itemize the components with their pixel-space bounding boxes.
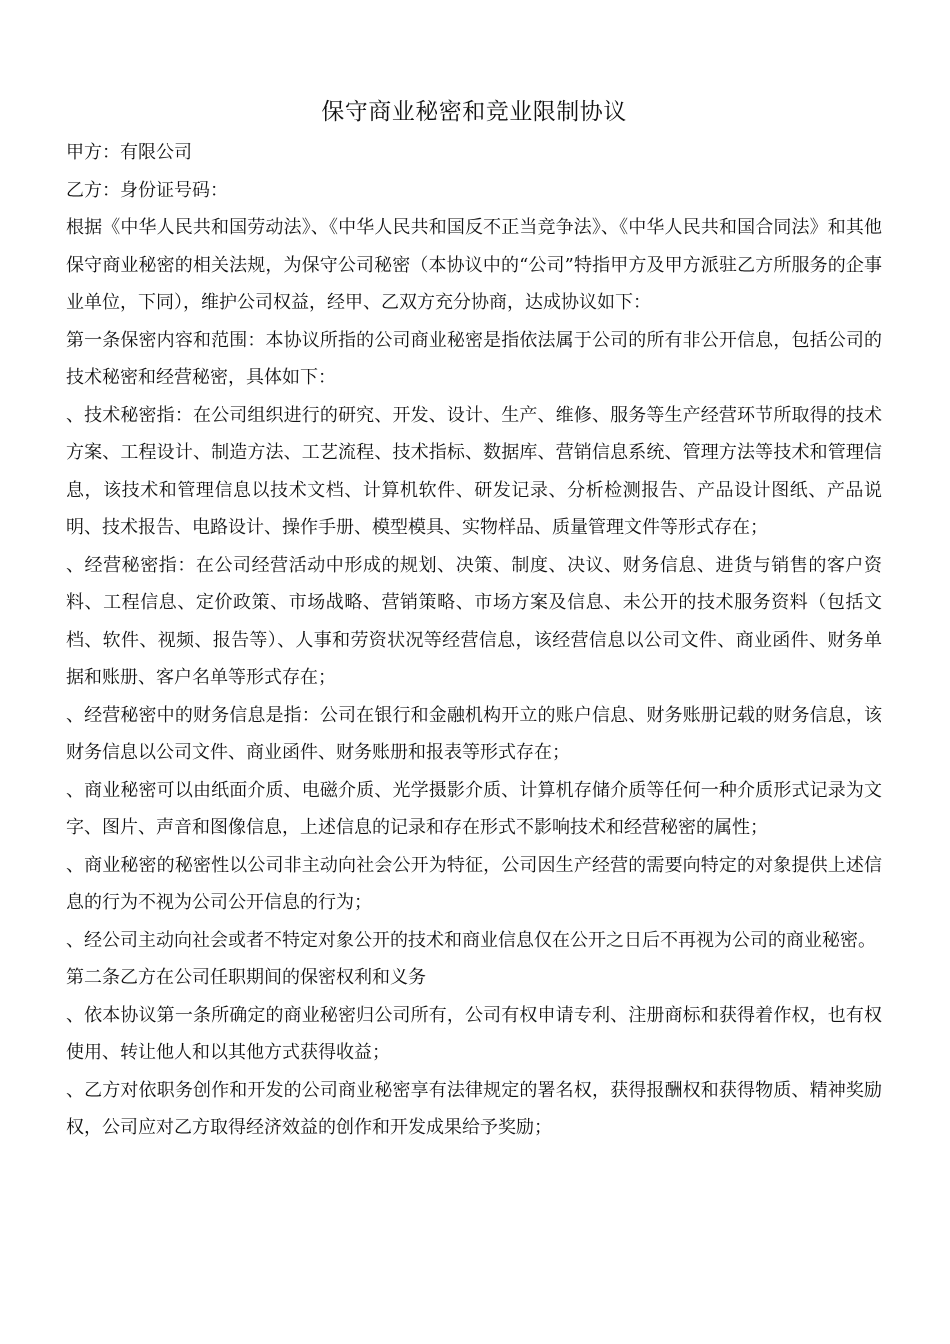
clause-confidentiality-nature: 、商业秘密的秘密性以公司非主动向社会公开为特征，公司因生产经营的需要向特定的对象提供上述信息的行为不视为公司公开信息的行为； <box>66 854 882 913</box>
clause-ownership: 、依本协议第一条所确定的商业秘密归公司所有，公司有权申请专利、注册商标和获得着作权，也有权使用、转让他人和以其他方式获得收益； <box>66 1004 882 1063</box>
article-1-heading: 第一条保密内容和范围：本协议所指的公司商业秘密是指依法属于公司的所有非公开信息，包括公司的技术秘密和经营秘密，具体如下： <box>66 329 882 388</box>
clause-business-secrets: 、经营秘密指：在公司经营活动中形成的规划、决策、制度、决议、财务信息、进货与销售的客户资料、工程信息、定价政策、市场战略、营销策略、市场方案及信息、未公开的技术服务资料（包括文档、软件、视频、报告等）、人事和劳资状况等经营信息，该经营信息以公司文件、商业函件、财务单据和账册、客户名单等形式存在； <box>66 554 882 688</box>
clause-media-forms: 、商业秘密可以由纸面介质、电磁介质、光学摄影介质、计算机存储介质等任何一种介质形式记录为文字、图片、声音和图像信息，上述信息的记录和存在形式不影响技术和经营秘密的属性； <box>66 779 882 838</box>
preamble-paragraph: 根据《中华人民共和国劳动法》、《中华人民共和国反不正当竞争法》、《中华人民共和国合同法》和其他保守商业秘密的相关法规，为保守公司秘密（本协议中的“公司”特指甲方及甲方派驻乙方所服务的企事业单位，下同），维护公司权益，经甲、乙双方充分协商，达成协议如下： <box>66 217 882 313</box>
party-b-line: 乙方：身份证号码： <box>66 179 228 201</box>
article-2-heading: 第二条乙方在公司任职期间的保密权利和义务 <box>66 967 426 988</box>
party-a-line: 甲方：有限公司 <box>66 142 192 163</box>
document-title: 保守商业秘密和竞业限制协议 <box>321 99 627 125</box>
clause-technical-secrets: 、技术秘密指：在公司组织进行的研究、开发、设计、生产、维修、服务等生产经营环节所取得的技术方案、工程设计、制造方法、工艺流程、技术指标、数据库、营销信息系统、管理方法等技术和管理信息，该技术和管理信息以技术文档、计算机软件、研发记录、分析检测报告、产品设计图纸、产品说明、技术报告、电路设计、操作手册、模型模具、实物样品、质量管理文件等形式存在； <box>66 404 882 538</box>
clause-authorship-rights: 、乙方对依职务创作和开发的公司商业秘密享有法律规定的署名权，获得报酬权和获得物质、精神奖励权，公司应对乙方取得经济效益的创作和开发成果给予奖励； <box>66 1079 882 1138</box>
document-page <box>66 92 882 1147</box>
clause-financial-info: 、经营秘密中的财务信息是指：公司在银行和金融机构开立的账户信息、财务账册记载的财务信息，该财务信息以公司文件、商业函件、财务账册和报表等形式存在； <box>66 704 882 763</box>
clause-public-disclosure: 、经公司主动向社会或者不特定对象公开的技术和商业信息仅在公开之日后不再视为公司的商业秘密。 <box>66 929 876 951</box>
